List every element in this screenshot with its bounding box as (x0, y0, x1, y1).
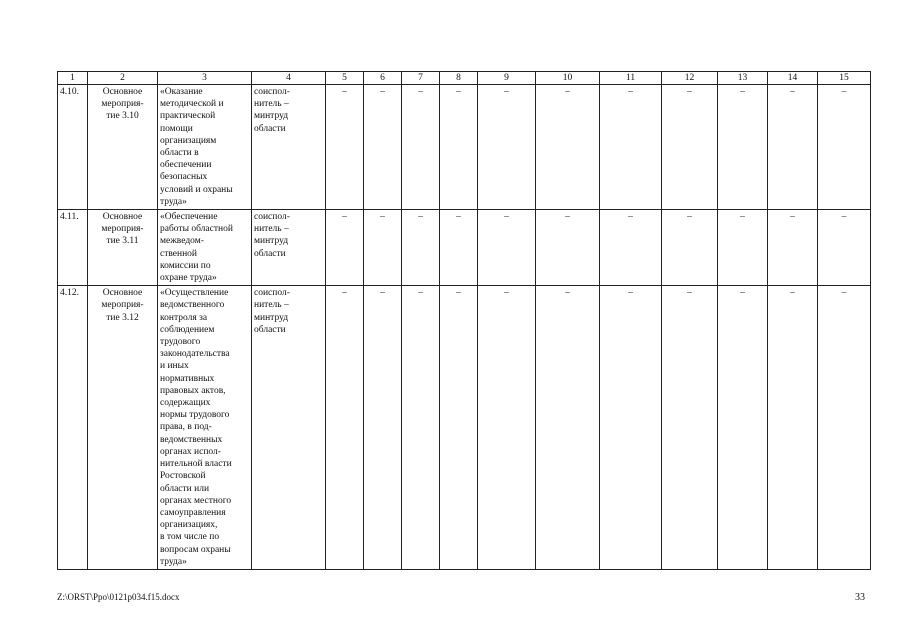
value-cell: – (718, 286, 768, 570)
value-cell: – (326, 210, 364, 286)
value-cell: – (536, 286, 600, 570)
column-header-12: 12 (662, 72, 718, 85)
value-cell: – (326, 85, 364, 210)
value-cell: – (662, 85, 718, 210)
value-cell: – (536, 210, 600, 286)
row-number-cell: 4.11. (58, 210, 88, 286)
value-cell: – (662, 210, 718, 286)
column-header-9: 9 (478, 72, 536, 85)
row-number-cell: 4.12. (58, 286, 88, 570)
column-header-8: 8 (440, 72, 478, 85)
table-row (58, 210, 871, 286)
value-cell: – (364, 210, 402, 286)
activity-description-cell: «Оказание методической и практической помощи организациям области в обеспечении безопасных условий и охраны труда» (158, 85, 252, 210)
value-cell: – (718, 210, 768, 286)
value-cell: – (662, 286, 718, 570)
table-row (58, 286, 871, 570)
value-cell: – (536, 85, 600, 210)
column-header-4: 4 (252, 72, 326, 85)
value-cell: – (768, 210, 818, 286)
value-cell: – (600, 85, 662, 210)
value-cell: – (818, 85, 871, 210)
row-number-cell: 4.10. (58, 85, 88, 210)
footer-file-path: Z:\ORST\Ppo\0121p034.f15.docx (57, 592, 180, 602)
value-cell: – (364, 85, 402, 210)
value-cell: – (478, 85, 536, 210)
activity-name-cell: Основное мероприя- тие 3.11 (88, 210, 158, 286)
activity-name-cell: Основное мероприя- тие 3.10 (88, 85, 158, 210)
column-header-2: 2 (88, 72, 158, 85)
table-body (58, 85, 871, 570)
value-cell: – (440, 286, 478, 570)
value-cell: – (440, 85, 478, 210)
activity-description-cell: «Осуществление ведомственного контроля за соблюдением трудового законодательства и иных нормативных правовых актов, содержащих нормы трудового права, в под- ведомственных органах испол- нительной власти Ростовской области или органах местного самоуправления организациях, в том числе по вопросам охраны труда» (158, 286, 252, 570)
value-cell: – (718, 85, 768, 210)
column-header-14: 14 (768, 72, 818, 85)
column-header-10: 10 (536, 72, 600, 85)
executor-cell: соиспол- нитель – минтруд области (252, 85, 326, 210)
value-cell: – (818, 210, 871, 286)
table-header-row (58, 72, 871, 85)
column-header-15: 15 (818, 72, 871, 85)
activity-name-cell: Основное мероприя- тие 3.12 (88, 286, 158, 570)
value-cell: – (768, 85, 818, 210)
column-header-11: 11 (600, 72, 662, 85)
table-row (58, 85, 871, 210)
activity-description-cell: «Обеспечение работы областной межведом- ственной комиссии по охране труда» (158, 210, 252, 286)
value-cell: – (768, 286, 818, 570)
column-header-1: 1 (58, 72, 88, 85)
value-cell: – (478, 210, 536, 286)
program-table (57, 71, 871, 570)
column-header-6: 6 (364, 72, 402, 85)
value-cell: – (326, 286, 364, 570)
column-header-13: 13 (718, 72, 768, 85)
value-cell: – (440, 210, 478, 286)
value-cell: – (402, 286, 440, 570)
value-cell: – (402, 85, 440, 210)
column-header-3: 3 (158, 72, 252, 85)
value-cell: – (402, 210, 440, 286)
value-cell: – (600, 210, 662, 286)
executor-cell: соиспол- нитель – минтруд области (252, 286, 326, 570)
column-header-7: 7 (402, 72, 440, 85)
value-cell: – (364, 286, 402, 570)
value-cell: – (600, 286, 662, 570)
value-cell: – (818, 286, 871, 570)
executor-cell: соиспол- нитель – минтруд области (252, 210, 326, 286)
value-cell: – (478, 286, 536, 570)
column-header-5: 5 (326, 72, 364, 85)
page-number: 33 (855, 592, 865, 603)
